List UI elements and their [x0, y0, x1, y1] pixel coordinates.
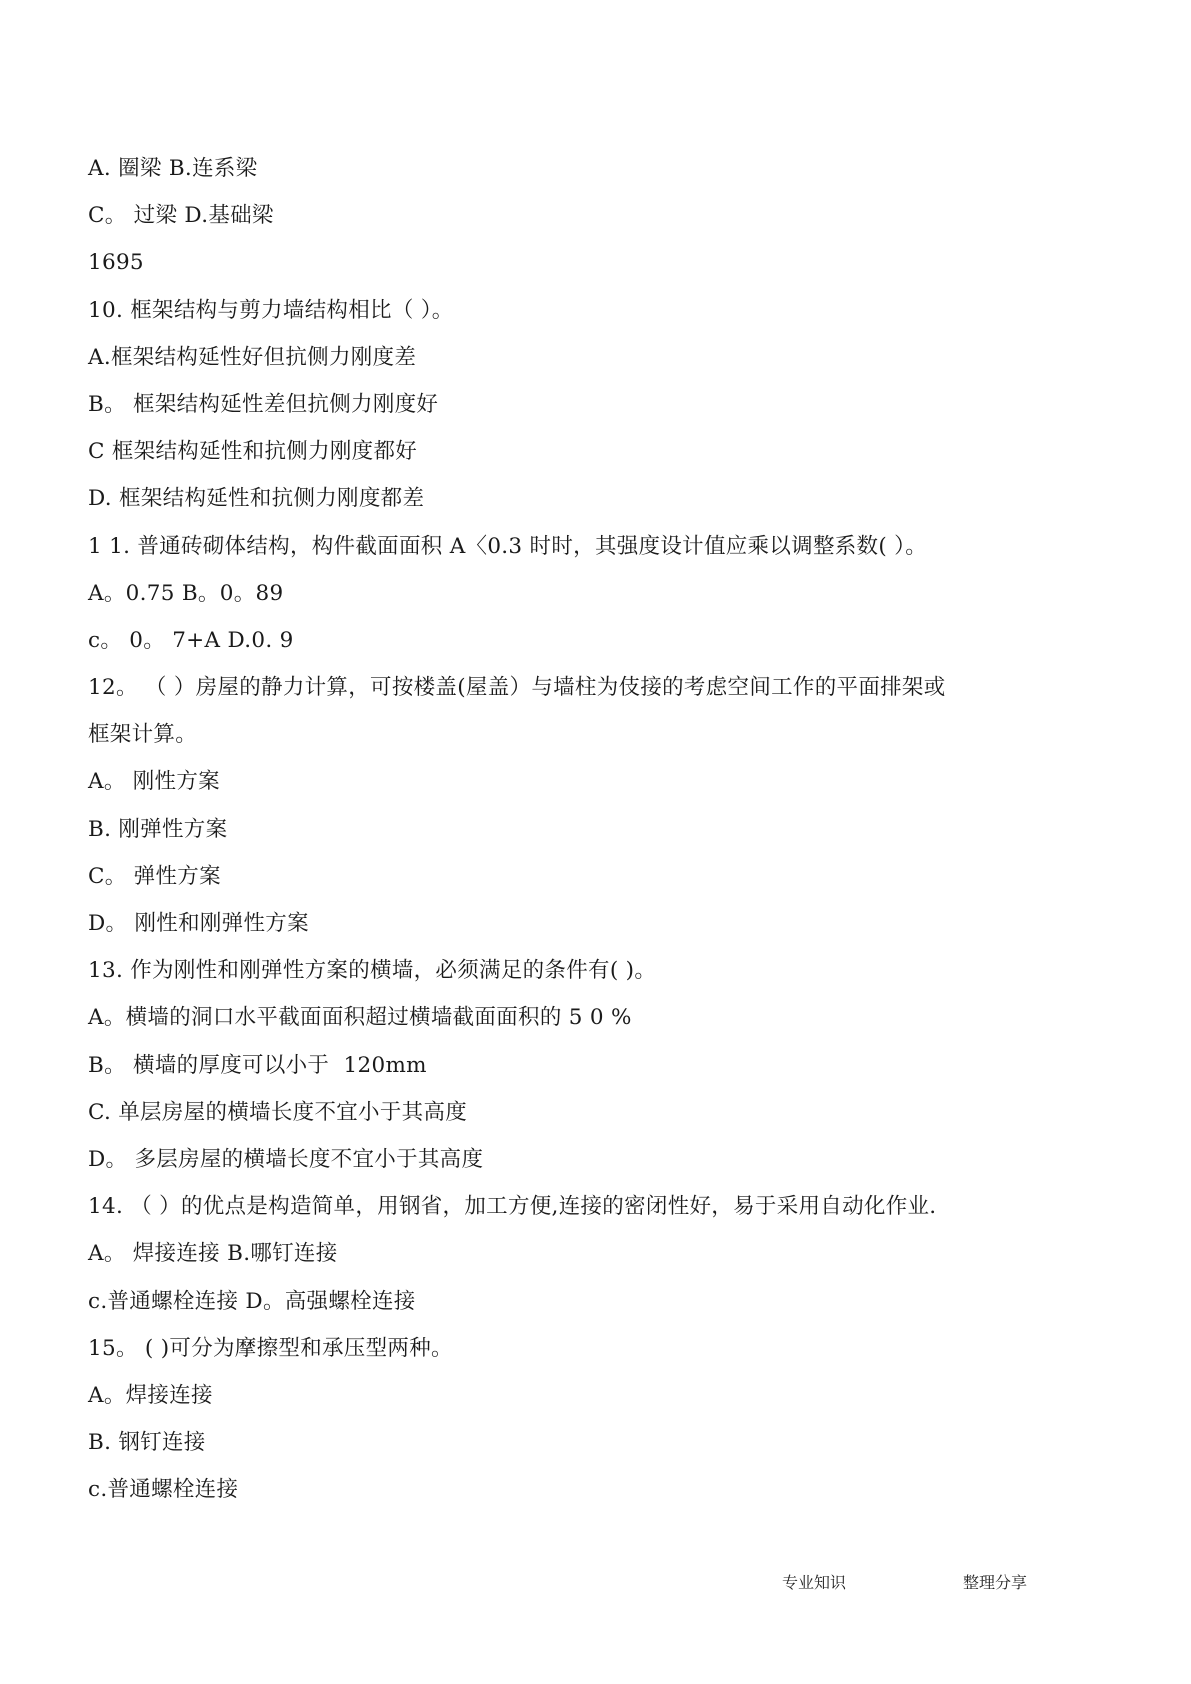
- question-15: 15。 ( )可分为摩擦型和承压型两种。: [88, 1335, 453, 1361]
- question-13: 13. 作为刚性和刚弹性方案的横墙，必须满足的条件有( )。: [88, 958, 657, 984]
- question-12-continued: 框架计算。: [88, 722, 198, 748]
- option-line: B。 框架结构延性差但抗侧力刚度好: [88, 391, 439, 417]
- option-line: B. 刚弹性方案: [88, 816, 228, 842]
- question-11: 1 1. 普通砖砌体结构，构件截面面积 A〈0.3 时时，其强度设计值应乘以调整系数( ）。: [88, 533, 928, 559]
- option-line: C。 弹性方案: [88, 863, 221, 889]
- option-line: D. 框架结构延性和抗侧力刚度都差: [88, 486, 425, 512]
- text-line: A. 圈梁 B.连系梁: [88, 156, 258, 181]
- option-line: D。 刚性和刚弹性方案: [88, 911, 309, 936]
- option-line: B。 横墙的厚度可以小于 120mm: [88, 1052, 427, 1078]
- option-line: A。0.75 B。0。89: [88, 580, 284, 606]
- footer-right-text: 整理分享: [963, 1573, 1028, 1592]
- option-line: c.普通螺栓连接 D。高强螺栓连接: [88, 1288, 416, 1314]
- option-line: D。 多层房屋的横墙长度不宜小于其高度: [88, 1146, 484, 1172]
- option-line: A。 刚性方案: [88, 769, 220, 795]
- question-14: 14. （ ）的优点是构造简单，用钢省，加工方便,连接的密闭性好，易于采用自动化作业.: [88, 1194, 937, 1220]
- text-line: 1695: [88, 250, 144, 276]
- footer-left-text: 专业知识: [782, 1573, 847, 1592]
- document-body: [88, 145, 1108, 1513]
- question-12: 12。 （ ）房屋的静力计算，可按楼盖(屋盖）与墙柱为伎接的考虑空间工作的平面排架或: [88, 675, 946, 701]
- option-line: C 框架结构延性和抗侧力刚度都好: [88, 439, 418, 465]
- option-line: c。 0。 7+A D.0. 9: [88, 627, 294, 653]
- option-line: B. 钢钉连接: [88, 1430, 206, 1456]
- option-line: A.框架结构延性好但抗侧力刚度差: [88, 344, 417, 370]
- option-line: A。 焊接连接 B.哪钉连接: [88, 1241, 338, 1267]
- text-line: C。 过梁 D.基础梁: [88, 203, 274, 229]
- question-10: 10. 框架结构与剪力墙结构相比（ ）。: [88, 297, 454, 323]
- option-line: c.普通螺栓连接: [88, 1477, 239, 1503]
- option-line: A。横墙的洞口水平截面面积超过横墙截面面积的 5 0 %: [88, 1005, 632, 1031]
- option-line: C. 单层房屋的横墙长度不宜小于其高度: [88, 1099, 468, 1125]
- option-line: A。焊接连接: [88, 1382, 213, 1408]
- page-footer: [0, 1570, 1191, 1600]
